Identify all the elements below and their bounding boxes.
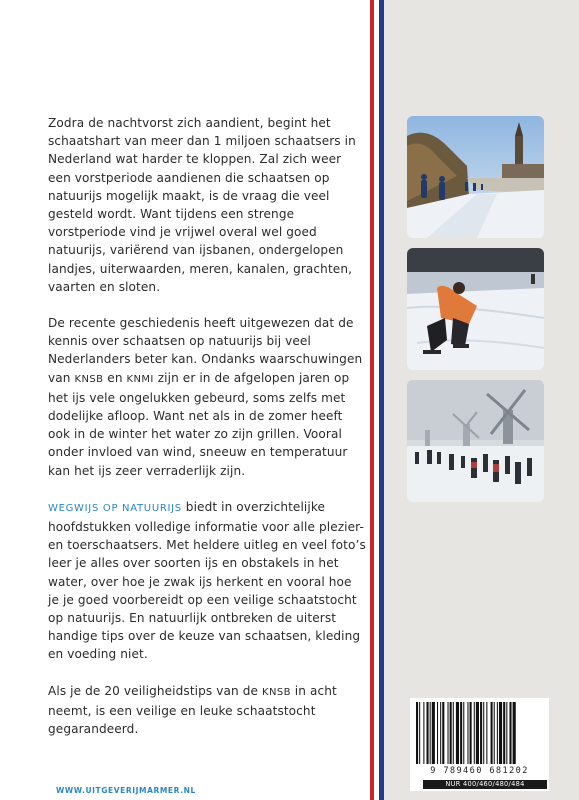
photo-windmills-skating-crowd xyxy=(407,380,544,502)
barcode-bar xyxy=(416,702,418,764)
barcode-bar xyxy=(437,702,438,764)
barcode-bar xyxy=(476,702,479,764)
barcode-bar xyxy=(494,702,495,764)
barcode-bar xyxy=(470,702,472,764)
blurb-paragraph-3 xyxy=(48,498,366,664)
barcode-bar xyxy=(450,702,452,764)
barcode-bar xyxy=(509,702,511,764)
photo-canal-church-skaters xyxy=(407,116,544,238)
barcode-bar xyxy=(440,702,441,764)
nur-code-label: NUR 400/460/480/484 xyxy=(423,780,547,789)
barcode-bar xyxy=(467,702,468,764)
blurb-paragraph-2 xyxy=(48,314,366,480)
photo-skater-fallen-on-ice xyxy=(407,248,544,370)
barcode-bar xyxy=(448,702,449,764)
barcode-bar xyxy=(513,702,516,764)
barcode-bars xyxy=(414,702,545,764)
text-span: en xyxy=(103,370,127,385)
barcode-bar xyxy=(463,702,464,764)
barcode-bar xyxy=(419,702,420,764)
barcode-bar xyxy=(442,702,444,764)
barcode-bar xyxy=(503,702,505,764)
barcode-bar xyxy=(483,702,484,764)
knmi-abbrev: KNMI xyxy=(126,373,154,385)
barcode-bar xyxy=(474,702,475,764)
barcode-bar xyxy=(456,702,459,764)
barcode-bar xyxy=(453,702,454,764)
dutch-flag-stripes xyxy=(370,0,384,800)
barcode-bar xyxy=(486,702,487,764)
text-span: biedt in overzichtelijke hoofdstukken volledige informatie voor alle plezier- en toerschaatsers. Met heldere uitleg en veel foto’s leer je alles over soorten ijs en obstakels in het water, over hoe je zwak ijs herkent en vooral hoe je je goed voorbereidt op een veilige schaatstocht op natuurijs. En natuurlijk ontbreken de uiterst handige tips over de keuze van schaatsen, kleding en voeding niet. xyxy=(48,499,366,662)
isbn-digits: 9 789460 681202 xyxy=(430,766,529,776)
barcode-bar xyxy=(491,702,493,764)
barcode-bar xyxy=(430,702,431,764)
book-title-highlight: WEGWIJS OP NATUURIJS xyxy=(48,502,182,514)
text-span: De recente geschiedenis heeft uitgewezen dat de kennis over schaatsen op natuurijs bij veel Nederlanders beter kan. Ondanks waarschuwingen van xyxy=(48,316,363,385)
barcode-bar xyxy=(499,702,502,764)
barcode-bar xyxy=(432,702,435,764)
publisher-website[interactable]: WWW.UITGEVERIJMARMER.NL xyxy=(56,786,196,795)
text-span: Als je de 20 veiligheidstips van de xyxy=(48,683,262,698)
knsb-abbrev: KNSB xyxy=(261,686,291,698)
knsb-abbrev: KNSB xyxy=(74,373,104,385)
barcode-bar xyxy=(497,702,498,764)
barcode-bar xyxy=(480,702,482,764)
blurb-paragraph-1: Zodra de nachtvorst zich aandient, begint het schaatshart van meer dan 1 miljoen schaatsers in Nederland wat harder te kloppen. Zal zich weer een vorstperiode aandienen die schaatsen op natuurijs mogelijk maakt, is de vraag die veel gesteld wordt. Want tijdens een strenge vorstperiode vind je vrijwel overal wel goed natuurijs, variërend van ijsbanen, ondergelopen landjes, uiterwaarden, meren, kanalen, grachten, vaarten en sloten. xyxy=(48,116,356,294)
text-span: in acht neemt, is een veilige en leuke schaatstocht gegarandeerd. xyxy=(48,683,337,737)
barcode-bar xyxy=(423,702,424,764)
barcode-bar xyxy=(506,702,507,764)
text-span: zijn er in de afgelopen jaren op het ijs vele ongelukken gebeurd, soms zelfs met dodelijke afloop. Want net als in de zomer heeft ook in de winter het water zo zijn grillen. Vooral onder invloed van wind, sneeuw en temperatuur kan het ijs zeer verraderlijk zijn. xyxy=(48,370,350,478)
barcode-bar xyxy=(427,702,429,764)
barcode-bar xyxy=(460,702,462,764)
blurb-paragraph-4 xyxy=(48,682,366,739)
blurb-text xyxy=(48,114,366,756)
isbn-barcode xyxy=(410,698,549,791)
